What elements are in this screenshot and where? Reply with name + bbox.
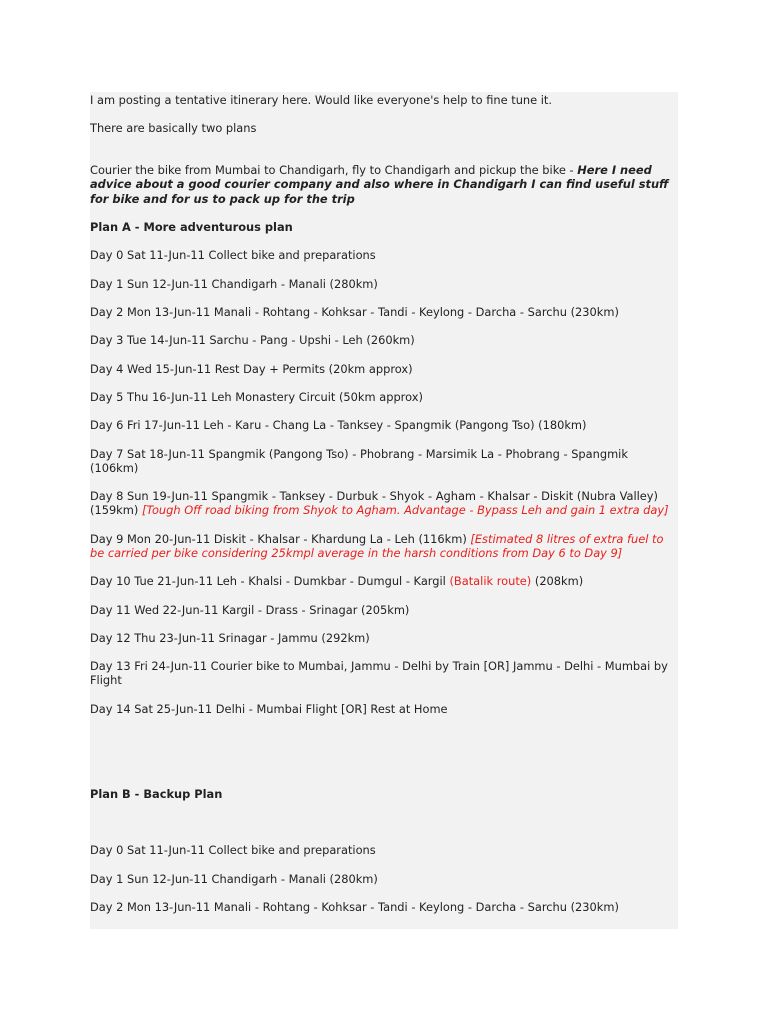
courier-text: Courier the bike from Mumbai to Chandigarh, fly to Chandigarh and pickup the bike - bbox=[90, 163, 578, 177]
courier-advice: Here I need advice about a good courier company and also where in Chandigarh I can find useful stuff for bike and for us to pack up for the trip bbox=[90, 163, 669, 206]
plan-a-day-5: Day 5 Thu 16-Jun-11 Leh Monastery Circuit (50km approx) bbox=[90, 390, 423, 404]
plan-a-day-2: Day 2 Mon 13-Jun-11 Manali - Rohtang - Kohksar - Tandi - Keylong - Darcha - Sarchu (230km) bbox=[90, 305, 619, 319]
plan-a-day-3: Day 3 Tue 14-Jun-11 Sarchu - Pang - Upshi - Leh (260km) bbox=[90, 333, 415, 347]
courier-paragraph bbox=[90, 163, 676, 206]
plan-b-title: Plan B - Backup Plan bbox=[90, 787, 223, 801]
plan-a-day-9-text: Day 9 Mon 20-Jun-11 Diskit - Khalsar - Khardung La - Leh (116km) bbox=[90, 532, 471, 546]
plan-a-day-0: Day 0 Sat 11-Jun-11 Collect bike and preparations bbox=[90, 248, 376, 262]
plan-a-day-4: Day 4 Wed 15-Jun-11 Rest Day + Permits (20km approx) bbox=[90, 362, 413, 376]
plan-a-day-7: Day 7 Sat 18-Jun-11 Spangmik (Pangong Tso) - Phobrang - Marsimik La - Phobrang - Spangmik (106km) bbox=[90, 447, 628, 476]
plan-a-day-10 bbox=[90, 574, 676, 588]
plan-b-day-2: Day 2 Mon 13-Jun-11 Manali - Rohtang - Kohksar - Tandi - Keylong - Darcha - Sarchu (230km) bbox=[90, 900, 619, 914]
plan-a-day-11: Day 11 Wed 22-Jun-11 Kargil - Drass - Srinagar (205km) bbox=[90, 603, 410, 617]
plan-b-day-0: Day 0 Sat 11-Jun-11 Collect bike and preparations bbox=[90, 843, 376, 857]
plan-a-day-10-tail: (208km) bbox=[531, 574, 584, 588]
plan-a-day-14: Day 14 Sat 25-Jun-11 Delhi - Mumbai Flight [OR] Rest at Home bbox=[90, 702, 448, 716]
plan-a-day-9 bbox=[90, 532, 676, 561]
plan-a-day-12: Day 12 Thu 23-Jun-11 Srinagar - Jammu (292km) bbox=[90, 631, 370, 645]
plan-a-day-9-note: [Estimated 8 litres of extra fuel to be carried per bike considering 25kmpl average in the harsh conditions from Day 6 to Day 9] bbox=[90, 532, 664, 561]
plan-a-day-8 bbox=[90, 489, 676, 518]
plan-a-title: Plan A - More adventurous plan bbox=[90, 220, 293, 234]
plan-b-day-1: Day 1 Sun 12-Jun-11 Chandigarh - Manali (280km) bbox=[90, 872, 378, 886]
intro-text: I am posting a tentative itinerary here. Would like everyone's help to fine tune it. bbox=[90, 93, 553, 107]
plan-a-day-8-text: Day 8 Sun 19-Jun-11 Spangmik - Tanksey - Durbuk - Shyok - Agham - Khalsar - Diskit (Nubra Valley) (159km) bbox=[90, 489, 658, 518]
plans-intro-text: There are basically two plans bbox=[90, 121, 257, 135]
document-body bbox=[90, 92, 678, 929]
plan-a-day-6: Day 6 Fri 17-Jun-11 Leh - Karu - Chang La - Tanksey - Spangmik (Pangong Tso) (180km) bbox=[90, 418, 587, 432]
plan-a-day-10-route: (Batalik route) bbox=[449, 574, 532, 588]
plan-a-day-8-note: [Tough Off road biking from Shyok to Agham. Advantage - Bypass Leh and gain 1 extra day] bbox=[141, 503, 669, 518]
plan-a-day-1: Day 1 Sun 12-Jun-11 Chandigarh - Manali (280km) bbox=[90, 277, 378, 291]
plan-a-day-13: Day 13 Fri 24-Jun-11 Courier bike to Mumbai, Jammu - Delhi by Train [OR] Jammu - Delhi - Mumbai by Flight bbox=[90, 659, 668, 688]
plan-a-day-10-text: Day 10 Tue 21-Jun-11 Leh - Khalsi - Dumkbar - Dumgul - Kargil bbox=[90, 574, 450, 588]
